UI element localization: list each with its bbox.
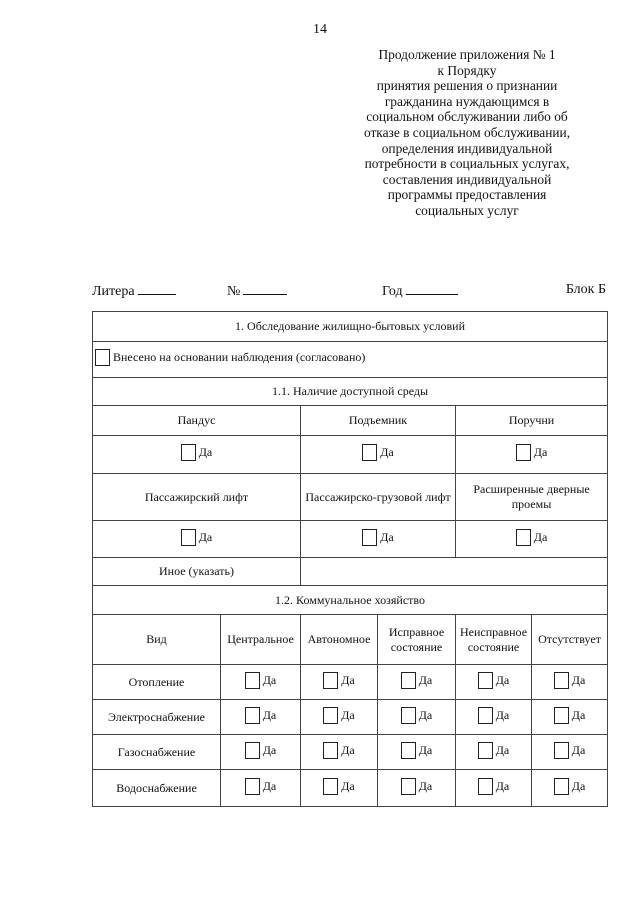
- yes-label: Да: [341, 778, 355, 793]
- other-input[interactable]: [301, 558, 608, 586]
- yes-label: Да: [262, 742, 277, 757]
- autonomous-option[interactable]: [323, 672, 355, 689]
- wide-doors-yes-option[interactable]: [516, 529, 548, 546]
- yes-label: Да: [571, 707, 586, 722]
- utility-name: Электроснабжение: [93, 700, 221, 735]
- lift-label: Подъемник: [301, 406, 456, 436]
- broken-cell: [456, 665, 532, 700]
- working-cell: [378, 665, 456, 700]
- col-header-working: Исправное состояние: [378, 615, 456, 665]
- working-option[interactable]: [401, 742, 433, 759]
- ramp-label: Пандус: [93, 406, 301, 436]
- passenger-elevator-yes-checkbox[interactable]: [181, 529, 196, 546]
- yes-label: Да: [571, 742, 586, 757]
- col-header-autonomous: Автономное: [301, 615, 378, 665]
- cargo-elevator-label: Пассажирско-грузовой лифт: [301, 474, 456, 521]
- autonomous-cell: [301, 700, 378, 735]
- autonomous-cell: [301, 665, 378, 700]
- absent-option[interactable]: [554, 707, 586, 724]
- absent-cell: [532, 665, 608, 700]
- table-row: [93, 665, 608, 700]
- cargo-elevator-yes-option[interactable]: [362, 529, 394, 546]
- lift-yes-checkbox[interactable]: [362, 444, 377, 461]
- observation-option[interactable]: [95, 349, 365, 366]
- number-field[interactable]: [227, 282, 287, 300]
- appendix-note-line: принятия решения о признании: [376, 78, 558, 94]
- cargo-elevator-yes-cell: [301, 521, 456, 558]
- wide-doors-yes-checkbox[interactable]: [516, 529, 531, 546]
- block-label: Блок Б: [565, 282, 606, 297]
- autonomous-cell: [301, 770, 378, 807]
- broken-option[interactable]: [478, 778, 510, 795]
- utility-name: Газоснабжение: [93, 735, 221, 770]
- survey-form-table: [92, 311, 608, 807]
- broken-checkbox[interactable]: [478, 778, 493, 795]
- lift-yes-cell: [301, 436, 456, 474]
- handrails-yes-option[interactable]: [516, 444, 548, 461]
- wide-doors-label: Расширенные дверные проемы: [456, 474, 608, 521]
- absent-option[interactable]: [554, 672, 586, 689]
- ramp-yes-option[interactable]: [181, 444, 213, 461]
- yes-label: Да: [495, 778, 510, 793]
- yes-label: Да: [262, 707, 277, 722]
- broken-option[interactable]: [478, 672, 510, 689]
- broken-cell: [456, 770, 532, 807]
- working-cell: [378, 770, 456, 807]
- yes-label: Да: [198, 445, 213, 459]
- table-row: [93, 700, 608, 735]
- autonomous-option[interactable]: [323, 778, 355, 795]
- yes-label: Да: [198, 529, 213, 544]
- yes-label: Да: [495, 742, 510, 757]
- passenger-elevator-label: Пассажирский лифт: [93, 474, 301, 521]
- yes-label: Да: [571, 778, 586, 793]
- central-option[interactable]: [245, 672, 277, 689]
- central-option[interactable]: [245, 707, 277, 724]
- appendix-note-line: программы предоставления: [387, 187, 547, 203]
- yes-label: Да: [571, 672, 586, 687]
- yes-label: Да: [418, 778, 433, 793]
- broken-checkbox[interactable]: [478, 707, 493, 724]
- broken-option[interactable]: [478, 707, 510, 724]
- central-cell: [221, 665, 301, 700]
- absent-option[interactable]: [554, 742, 586, 759]
- yes-label: Да: [418, 672, 433, 687]
- yes-label: Да: [495, 672, 510, 687]
- autonomous-cell: [301, 735, 378, 770]
- autonomous-checkbox[interactable]: [323, 707, 338, 724]
- cargo-elevator-yes-checkbox[interactable]: [362, 529, 377, 546]
- central-option[interactable]: [245, 742, 277, 759]
- ramp-yes-checkbox[interactable]: [181, 444, 196, 461]
- absent-checkbox[interactable]: [554, 742, 569, 759]
- yes-label: Да: [341, 742, 355, 757]
- absent-cell: [532, 770, 608, 807]
- wide-doors-yes-cell: [456, 521, 608, 558]
- appendix-note-line: определения индивидуальной: [381, 140, 553, 156]
- col-header-central: Центральное: [221, 615, 301, 665]
- central-cell: [221, 700, 301, 735]
- section1-title: 1. Обследование жилищно-бытовых условий: [93, 312, 608, 342]
- form-header-row: [92, 282, 606, 300]
- broken-cell: [456, 700, 532, 735]
- yes-label: Да: [262, 778, 277, 793]
- litera-blank[interactable]: [138, 282, 176, 295]
- appendix-note-line: Продолжение приложения № 1: [378, 47, 556, 62]
- passenger-elevator-yes-option[interactable]: [181, 529, 213, 546]
- absent-cell: [532, 700, 608, 735]
- page-number: 14: [313, 22, 327, 37]
- broken-checkbox[interactable]: [478, 672, 493, 689]
- section12-title: 1.2. Коммунальное хозяйство: [93, 586, 608, 615]
- number-label: №: [227, 284, 241, 299]
- working-checkbox[interactable]: [401, 672, 416, 689]
- table-row: [93, 770, 608, 807]
- appendix-note-line: составления индивидуальной: [382, 171, 552, 187]
- col-header-type: Вид: [93, 615, 221, 665]
- central-checkbox[interactable]: [245, 778, 260, 795]
- central-cell: [221, 735, 301, 770]
- working-checkbox[interactable]: [401, 707, 416, 724]
- appendix-note-line: к Порядку: [437, 62, 497, 78]
- yes-label: Да: [418, 707, 433, 722]
- observation-row: [93, 342, 608, 378]
- working-option[interactable]: [401, 707, 433, 724]
- yes-label: Да: [262, 672, 277, 687]
- handrails-yes-checkbox[interactable]: [516, 444, 531, 461]
- central-checkbox[interactable]: [245, 672, 260, 689]
- section11-title: 1.1. Наличие доступной среды: [93, 378, 608, 406]
- ramp-yes-cell: [93, 436, 301, 474]
- central-checkbox[interactable]: [245, 707, 260, 724]
- central-option[interactable]: [245, 778, 277, 795]
- absent-checkbox[interactable]: [554, 707, 569, 724]
- appendix-note-line: гражданина нуждающимся в: [384, 93, 550, 109]
- year-field[interactable]: [382, 282, 458, 300]
- working-checkbox[interactable]: [401, 742, 416, 759]
- observation-label: Внесено на основании наблюдения (согласовано): [113, 350, 366, 364]
- broken-cell: [456, 735, 532, 770]
- col-header-broken: Неисправное состояние: [456, 615, 532, 665]
- yes-label: Да: [380, 445, 394, 459]
- appendix-note: [336, 47, 598, 219]
- autonomous-checkbox[interactable]: [323, 742, 338, 759]
- utility-name: Водоснабжение: [93, 770, 221, 807]
- working-option[interactable]: [401, 672, 433, 689]
- number-blank[interactable]: [243, 282, 287, 295]
- yes-label: Да: [341, 707, 355, 722]
- absent-checkbox[interactable]: [554, 672, 569, 689]
- yes-label: Да: [533, 445, 548, 459]
- autonomous-option[interactable]: [323, 742, 355, 759]
- yes-label: Да: [495, 707, 510, 722]
- litera-field[interactable]: [92, 282, 176, 300]
- autonomous-checkbox[interactable]: [323, 672, 338, 689]
- appendix-note-line: социальном обслуживании либо об: [366, 109, 568, 125]
- other-label: Иное (указать): [93, 558, 301, 586]
- central-checkbox[interactable]: [245, 742, 260, 759]
- litera-label: Литера: [92, 284, 135, 299]
- yes-label: Да: [533, 529, 548, 544]
- yes-label: Да: [341, 672, 355, 687]
- working-checkbox[interactable]: [401, 778, 416, 795]
- yes-label: Да: [418, 742, 433, 757]
- appendix-note-line: социальных услуг: [415, 202, 519, 218]
- working-option[interactable]: [401, 778, 433, 795]
- working-cell: [378, 735, 456, 770]
- yes-label: Да: [380, 529, 394, 544]
- utility-name: Отопление: [93, 665, 221, 700]
- appendix-note-line: отказе в социальном обслуживании,: [363, 124, 571, 140]
- absent-cell: [532, 735, 608, 770]
- col-header-absent: Отсутствует: [532, 615, 608, 665]
- year-label: Год: [382, 284, 403, 299]
- autonomous-option[interactable]: [323, 707, 355, 724]
- passenger-elevator-yes-cell: [93, 521, 301, 558]
- year-blank[interactable]: [406, 282, 458, 295]
- absent-option[interactable]: [554, 778, 586, 795]
- broken-option[interactable]: [478, 742, 510, 759]
- autonomous-checkbox[interactable]: [323, 778, 338, 795]
- absent-checkbox[interactable]: [554, 778, 569, 795]
- broken-checkbox[interactable]: [478, 742, 493, 759]
- lift-yes-option[interactable]: [362, 444, 394, 461]
- handrails-label: Поручни: [456, 406, 608, 436]
- appendix-note-line: потребности в социальных услугах,: [364, 156, 570, 172]
- observation-checkbox[interactable]: [95, 349, 110, 366]
- central-cell: [221, 770, 301, 807]
- handrails-yes-cell: [456, 436, 608, 474]
- working-cell: [378, 700, 456, 735]
- table-row: [93, 735, 608, 770]
